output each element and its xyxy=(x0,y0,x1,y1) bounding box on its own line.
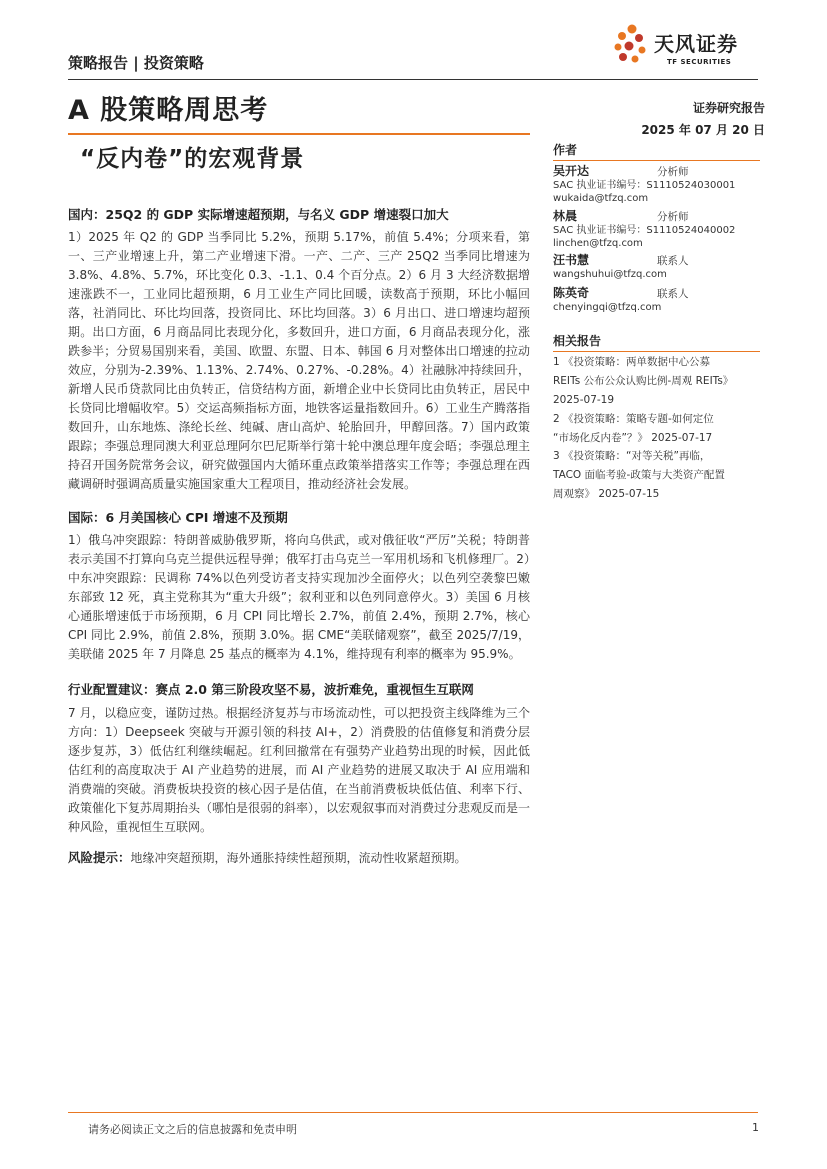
footer-divider xyxy=(68,1112,758,1113)
author-email[interactable]: wukaida@tfzq.com xyxy=(553,193,649,204)
related-report-line: REITs 公布公众认购比例-周观 REITs》 xyxy=(553,375,734,387)
author-email[interactable]: linchen@tfzq.com xyxy=(553,238,643,249)
related-report-line: 1 《投资策略：两单数据中心公募 xyxy=(553,356,711,368)
company-logo xyxy=(612,22,762,68)
risk-text: 地缘冲突超预期，海外通胀持续性超预期，流动性收紧超预期。 xyxy=(130,851,467,865)
logo-text-cn: 天风证券 xyxy=(654,32,738,56)
author-email[interactable]: wangshuhui@tfzq.com xyxy=(553,269,667,280)
section-text-international: 1）俄乌冲突跟踪：特朗普威胁俄罗斯，将向乌供武，或对俄征收“严厉”关税；特朗普表示美国不打算向乌克兰提供远程导弹；俄军打击乌克兰一军用机场和飞机修理厂。2）中东冲突跟踪：民调称 74%以色列受访者支持实现加沙全面停火；以色列空袭黎巴嫩东部致 12 死，真主党称其为“重大升级”；叙利亚和以色列同意停火。3）美国 6 月核心通胀增速低于市场预期，6 月 CPI 同比增长 2.7%，前值 2.4%，预期 2.7%，核心 CPI 同比 2.9%，前值 2.8%，预期 3.0%。据 CME“美联储观察”，截至 2025/7/19，美联储 2025 年 7 月降息 25 基点的概率为 4.1%，维持现有利率的概率为 95.9%。 xyxy=(68,533,530,661)
related-report-line: 3 《投资策略：“对等关税”再临， xyxy=(553,450,711,462)
author-role: 分析师 xyxy=(657,166,689,178)
author-role: 分析师 xyxy=(657,211,689,223)
page-title: A 股策略周思考 xyxy=(68,95,269,126)
footer-disclaimer: 请务必阅读正文之后的信息披露和免责申明 xyxy=(88,1123,297,1136)
page-subtitle: “反内卷”的宏观背景 xyxy=(80,146,305,172)
author-sac: SAC 执业证书编号：S1110524030001 xyxy=(553,180,736,191)
author-card xyxy=(553,210,760,250)
section-heading-domestic: 国内：25Q2 的 GDP 实际增速超预期，与名义 GDP 增速裂口加大 xyxy=(68,207,449,222)
related-report-line: 2 《投资策略：策略专题-如何定位 xyxy=(553,413,714,425)
related-heading: 相关报告 xyxy=(553,332,760,352)
authors-heading: 作者 xyxy=(553,141,760,161)
header-divider xyxy=(68,79,758,80)
related-report-line: TACO 面临考验-政策与大类资产配置 xyxy=(553,469,725,481)
author-email[interactable]: chenyingqi@tfzq.com xyxy=(553,302,662,313)
report-series: 策略报告 | 投资策略 xyxy=(68,54,204,72)
author-name: 陈英奇 xyxy=(553,286,590,300)
author-name: 汪书慧 xyxy=(553,253,590,267)
author-role: 联系人 xyxy=(657,255,689,267)
author-card xyxy=(553,165,760,205)
author-name: 吴开达 xyxy=(553,164,590,178)
risk-label: 风险提示： xyxy=(68,850,131,865)
report-date: 2025 年 07 月 20 日 xyxy=(641,123,765,137)
author-role: 联系人 xyxy=(657,288,689,300)
logo-text-en: TF SECURITIES xyxy=(667,58,732,66)
author-card xyxy=(553,254,760,281)
risk-warning xyxy=(68,848,530,868)
report-type: 证券研究报告 xyxy=(692,101,765,115)
related-report-line: “市场化反内卷”？》 2025-07-17 xyxy=(553,432,713,444)
title-underline xyxy=(68,133,530,135)
related-report-line: 周观察》 2025-07-15 xyxy=(553,488,660,500)
logo-mark-icon xyxy=(612,22,652,68)
section-text-industry: 7 月，以稳应变，谨防过热。根据经济复苏与市场流动性，可以把投资主线降维为三个方向：1）Deepseek 突破与开源引领的科技 AI+，2）消费股的估值修复和消费分层逐步复苏，3）低估红利继续崛起。红利回撤常在有强势产业趋势出现的时候，因此低估红利的高度取决于 AI 产业趋势的进展，而 AI 产业趋势的进展又取决于 AI 应用端和消费端的突破。消费板块投资的核心因子是估值，在当前消费板块低估值、利率下行、政策催化下复苏周期抬头（哪怕是很弱的斜率），以宏观叙事而对消费过分悲观反而是一种风险，重视恒生互联网。 xyxy=(68,706,531,834)
author-sac: SAC 执业证书编号：S1110524040002 xyxy=(553,225,736,236)
author-card xyxy=(553,287,760,314)
related-report-item[interactable] xyxy=(553,353,763,410)
page-number: 1 xyxy=(752,1121,759,1134)
related-report-item[interactable] xyxy=(553,447,763,504)
author-name: 林晨 xyxy=(553,209,578,223)
related-report-line: 2025-07-19 xyxy=(553,394,615,406)
section-text-domestic: 1）2025 年 Q2 的 GDP 当季同比 5.2%，预期 5.17%，前值 5.4%；分项来看，第一、三产业增速上升，第二产业增速下滑。一产、二产、三产 25Q2 当季同比增速为 3.8%、4.8%、5.7%，环比变化 0.3、-1.1、0.4 个百分点。2）6 月 3 大经济数据增速涨跌不一，工业同比超预期，6 月工业生产同比回暖，读数高于预期，环比小幅回落，社消同比、环比均回落，投资同比、环比均回落。3）6 月出口、进口增速均超预期。出口方面，6 月商品同比表现分化，多数回升，进口方面，6 月商品表现分化，涨跌参半；分贸易国别来看，美国、欧盟、东盟、日本、韩国 6 月对整体出口增速的拉动效应，分别为-2.39%、1.13%、2.74%、0.27%、-0.28%。4）社融脉冲持续回升，新增人民币贷款同比由负转正，信贷结构方面，新增企业中长贷同比由负转正，居民中长贷同比增幅收窄。5）交运高频指标方面，地铁客运量指数回升。6）工业生产腾落指数回升，山东地炼、涤纶长丝、纯碱、唐山高炉、轮胎回升，甲醇回落。7）国内政策跟踪；李强总理同澳大利亚总理阿尔巴尼斯举行第十轮中澳总理年度会晤；李强总理主持召开国务院常务会议，研究做强国内大循环重点政策举措落实工作等；李强总理在西藏调研时强调高质量实施国家重大工程项目，推动经济社会发展。 xyxy=(68,230,530,491)
section-heading-industry: 行业配置建议：赛点 2.0 第三阶段攻坚不易，波折难免，重视恒生互联网 xyxy=(68,682,474,697)
related-report-item[interactable] xyxy=(553,410,763,448)
section-heading-international: 国际：6 月美国核心 CPI 增速不及预期 xyxy=(68,510,288,525)
